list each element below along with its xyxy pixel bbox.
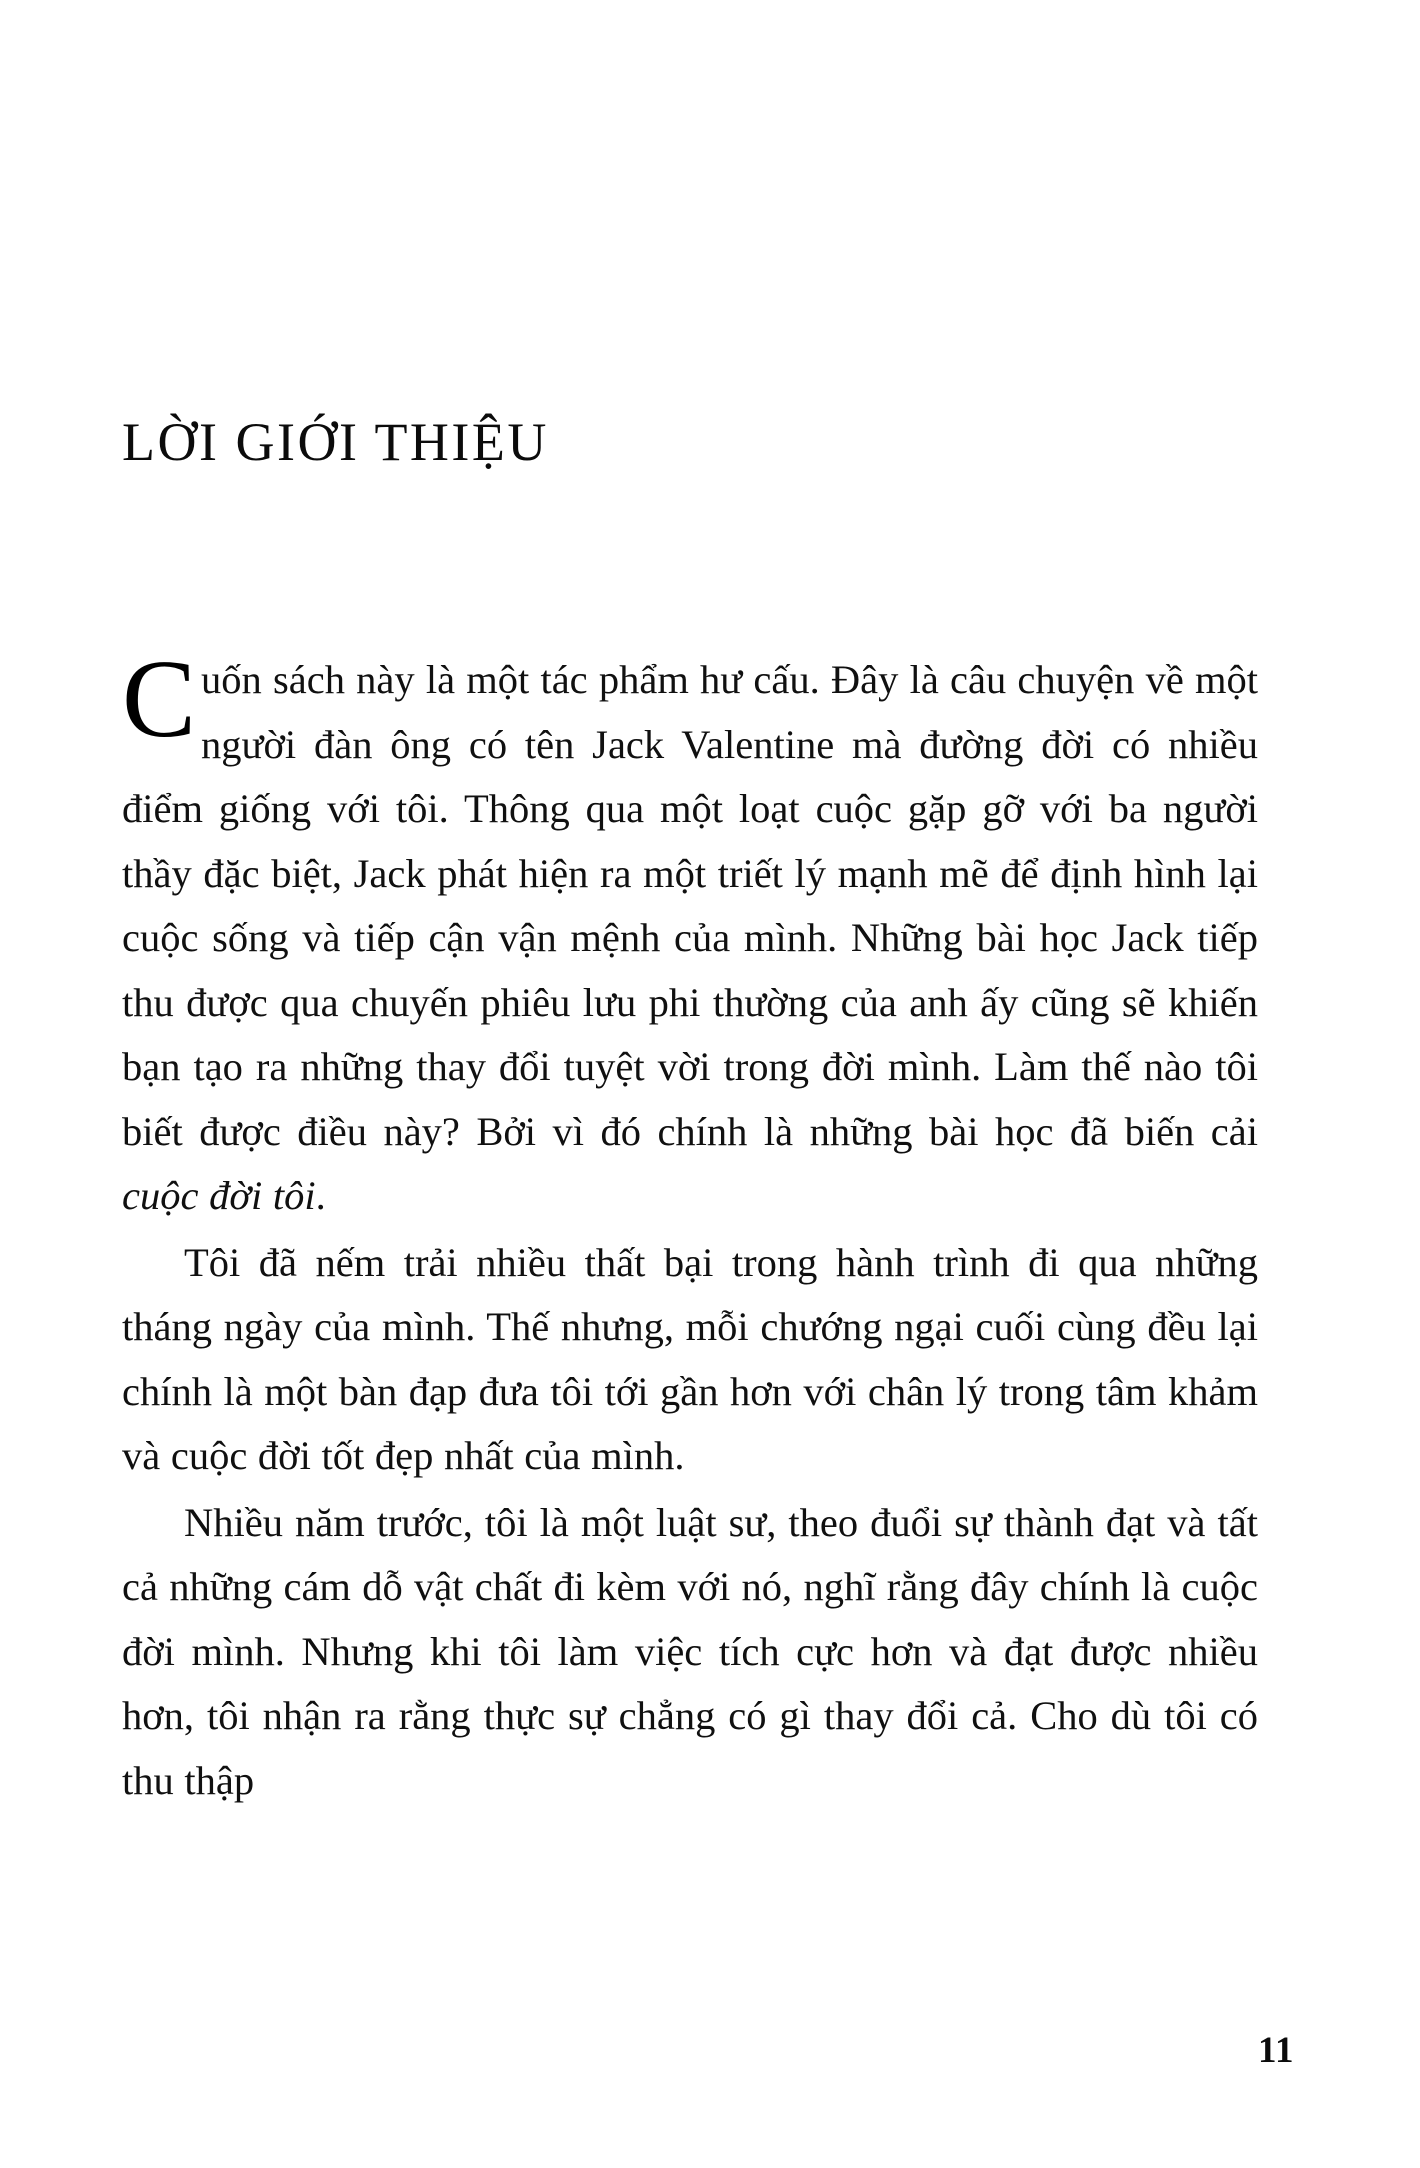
page-title: LỜI GIỚI THIỆU bbox=[122, 412, 549, 473]
body-text-block bbox=[122, 638, 1258, 1813]
intro-paragraph-3: Nhiều năm trước, tôi là một luật sư, theo đuổi sự thành đạt và tất cả những cám dỗ vật chất đi kèm với nó, nghĩ rằng đây chính là cuộc đời mình. Nhưng khi tôi làm việc tích cực hơn và đạt được nhiều hơn, tôi nhận ra rằng thực sự chẳng có gì thay đổi cả. Cho dù tôi có thu thập bbox=[122, 1499, 1258, 1803]
intro-paragraph-1 bbox=[122, 638, 1258, 1229]
emphasized-phrase: cuộc đời tôi bbox=[122, 1173, 316, 1218]
intro-paragraph-2: Tôi đã nếm trải nhiều thất bại trong hành trình đi qua những tháng ngày của mình. Thế nhưng, mỗi chướng ngại cuối cùng đều lại chính là một bàn đạp đưa tôi tới gần hơn với chân lý trong tâm khảm và cuộc đời tốt đẹp nhất của mình. bbox=[122, 1239, 1258, 1478]
paragraph-1-text-tail: . bbox=[315, 1173, 326, 1218]
page-number: 11 bbox=[1258, 2030, 1294, 2071]
paragraph-1-text: Cuốn sách này là một tác phẩm hư cấu. Đây là câu chuyện về một người đàn ông có tên Jack Valentine mà đường đời có nhiều điểm giống với tôi. Thông qua một loạt cuộc gặp gỡ với ba người thầy đặc biệt, Jack phát hiện ra một triết lý mạnh mẽ để định hình lại cuộc sống và tiếp cận vận mệnh của mình. Những bài học Jack tiếp thu được qua chuyến phiêu lưu phi thường của anh ấy cũng sẽ khiến bạn tạo ra những thay đổi tuyệt vời trong đời mình. Làm thế nào tôi biết được điều này? Bởi vì đó chính là những bài học đã biến cải bbox=[122, 638, 1258, 1154]
